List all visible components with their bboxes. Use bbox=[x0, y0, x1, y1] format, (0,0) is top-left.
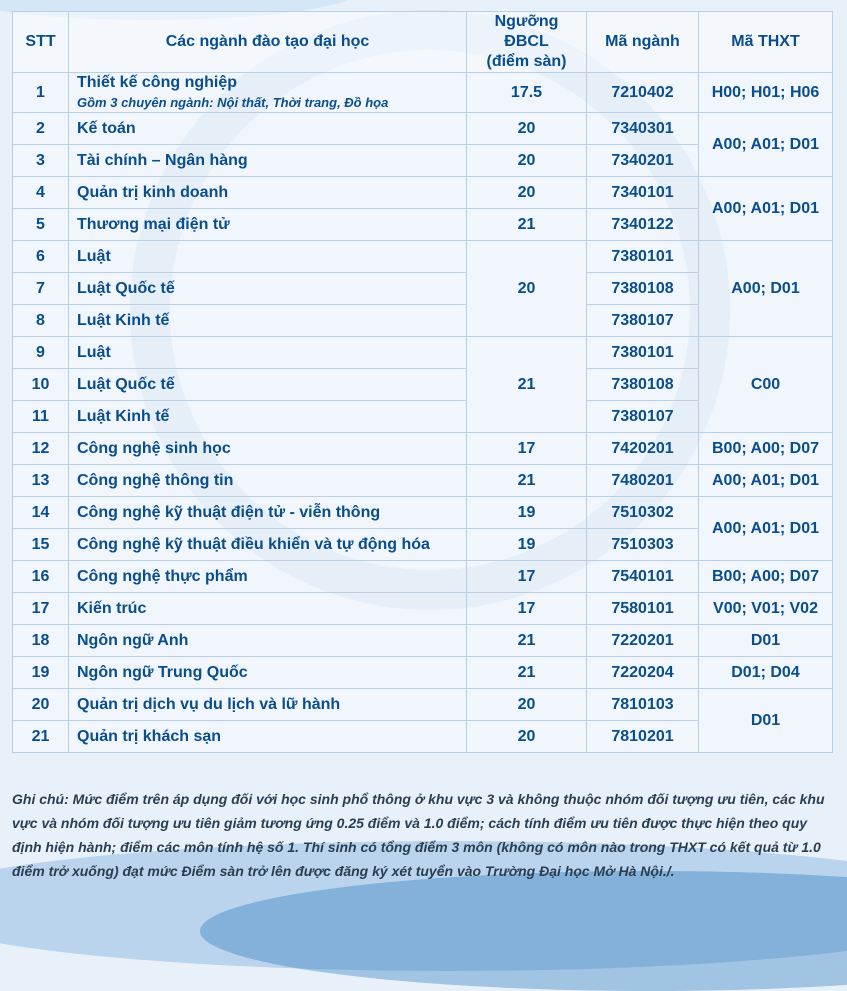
row-program-name: Luật bbox=[69, 337, 467, 369]
row-combo-code: H00; H01; H06 bbox=[699, 73, 833, 113]
row-combo-code: A00; A01; D01 bbox=[699, 177, 833, 241]
row-major-code: 7420201 bbox=[587, 433, 699, 465]
row-stt: 3 bbox=[13, 145, 69, 177]
row-combo-code: A00; A01; D01 bbox=[699, 113, 833, 177]
row-stt: 18 bbox=[13, 625, 69, 657]
table-row bbox=[13, 561, 833, 593]
row-major-code: 7380101 bbox=[587, 337, 699, 369]
row-threshold: 19 bbox=[467, 529, 587, 561]
row-stt: 20 bbox=[13, 689, 69, 721]
header-threshold-line2: (điểm sàn) bbox=[486, 53, 567, 70]
admission-threshold-table bbox=[12, 11, 833, 753]
table-row bbox=[13, 337, 833, 369]
row-threshold: 21 bbox=[467, 209, 587, 241]
row-program-name: Luật bbox=[69, 241, 467, 273]
row-program-name: Công nghệ kỹ thuật điều khiển và tự động hóa bbox=[69, 529, 467, 561]
row-major-code: 7340122 bbox=[587, 209, 699, 241]
row-program bbox=[69, 73, 467, 113]
row-major-code: 7810103 bbox=[587, 689, 699, 721]
row-stt: 15 bbox=[13, 529, 69, 561]
table-row bbox=[13, 241, 833, 273]
row-combo-code: V00; V01; V02 bbox=[699, 593, 833, 625]
row-threshold: 20 bbox=[467, 177, 587, 209]
row-threshold: 17 bbox=[467, 593, 587, 625]
row-combo-code: C00 bbox=[699, 337, 833, 433]
row-program-name: Ngôn ngữ Anh bbox=[69, 625, 467, 657]
row-program-subtitle: Gồm 3 chuyên ngành: Nội thất, Thời trang, Đồ họa bbox=[77, 95, 389, 110]
row-program-name: Công nghệ sinh học bbox=[69, 433, 467, 465]
row-program-name: Quản trị khách sạn bbox=[69, 721, 467, 753]
row-threshold: 21 bbox=[467, 337, 587, 433]
row-threshold: 17.5 bbox=[467, 73, 587, 113]
row-stt: 9 bbox=[13, 337, 69, 369]
header-threshold bbox=[467, 12, 587, 73]
row-program-name: Luật Quốc tế bbox=[69, 273, 467, 305]
row-major-code: 7380108 bbox=[587, 273, 699, 305]
header-major-code: Mã ngành bbox=[587, 12, 699, 73]
table-row bbox=[13, 689, 833, 721]
table-row bbox=[13, 465, 833, 497]
row-stt: 17 bbox=[13, 593, 69, 625]
row-threshold: 19 bbox=[467, 497, 587, 529]
row-threshold: 21 bbox=[467, 657, 587, 689]
row-major-code: 7340101 bbox=[587, 177, 699, 209]
table-row bbox=[13, 433, 833, 465]
row-stt: 14 bbox=[13, 497, 69, 529]
table-header-row bbox=[13, 12, 833, 73]
row-combo-code: D01; D04 bbox=[699, 657, 833, 689]
row-major-code: 7540101 bbox=[587, 561, 699, 593]
row-program-name: Luật Quốc tế bbox=[69, 369, 467, 401]
row-stt: 8 bbox=[13, 305, 69, 337]
footnote: Ghi chú: Mức điểm trên áp dụng đối với học sinh phổ thông ở khu vực 3 và không thuộc nhóm đối tượng ưu tiên, các khu vực và nhóm đối tượng ưu tiên giảm tương ứng 0.25 điểm và 1.0 điểm; cách tính điểm ưu tiên được thực hiện theo quy định hiện hành; điểm các môn tính hệ số 1. Thí sinh có tổng điểm 3 môn (không có môn nào trong THXT có kết quả từ 1.0 điểm trở xuống) đạt mức Điểm sàn trở lên được đăng ký xét tuyển vào Trường Đại học Mở Hà Nội./. bbox=[12, 791, 825, 879]
row-program-name: Quản trị kinh doanh bbox=[69, 177, 467, 209]
row-combo-code: A00; A01; D01 bbox=[699, 497, 833, 561]
row-combo-code: D01 bbox=[699, 625, 833, 657]
row-major-code: 7380107 bbox=[587, 401, 699, 433]
row-combo-code: B00; A00; D07 bbox=[699, 433, 833, 465]
row-major-code: 7210402 bbox=[587, 73, 699, 113]
row-stt: 11 bbox=[13, 401, 69, 433]
row-major-code: 7380108 bbox=[587, 369, 699, 401]
row-major-code: 7340301 bbox=[587, 113, 699, 145]
table-row bbox=[13, 113, 833, 145]
row-major-code: 7510303 bbox=[587, 529, 699, 561]
row-threshold: 21 bbox=[467, 465, 587, 497]
row-threshold: 20 bbox=[467, 689, 587, 721]
row-major-code: 7510302 bbox=[587, 497, 699, 529]
row-program-name: Luật Kinh tế bbox=[69, 401, 467, 433]
row-combo-code: A00; D01 bbox=[699, 241, 833, 337]
row-stt: 10 bbox=[13, 369, 69, 401]
row-threshold: 21 bbox=[467, 625, 587, 657]
row-program-name: Quản trị dịch vụ du lịch và lữ hành bbox=[69, 689, 467, 721]
row-program-name: Luật Kinh tế bbox=[69, 305, 467, 337]
row-combo-code: D01 bbox=[699, 689, 833, 753]
row-stt: 12 bbox=[13, 433, 69, 465]
row-major-code: 7380107 bbox=[587, 305, 699, 337]
row-stt: 1 bbox=[13, 73, 69, 113]
header-stt: STT bbox=[13, 12, 69, 73]
row-stt: 6 bbox=[13, 241, 69, 273]
table-row bbox=[13, 657, 833, 689]
row-program-name: Công nghệ thực phẩm bbox=[69, 561, 467, 593]
row-program-name: Kiến trúc bbox=[69, 593, 467, 625]
row-program-name: Ngôn ngữ Trung Quốc bbox=[69, 657, 467, 689]
table-row bbox=[13, 177, 833, 209]
row-major-code: 7580101 bbox=[587, 593, 699, 625]
table-row bbox=[13, 73, 833, 113]
row-major-code: 7220204 bbox=[587, 657, 699, 689]
row-major-code: 7380101 bbox=[587, 241, 699, 273]
row-major-code: 7340201 bbox=[587, 145, 699, 177]
row-stt: 13 bbox=[13, 465, 69, 497]
row-stt: 4 bbox=[13, 177, 69, 209]
row-stt: 5 bbox=[13, 209, 69, 241]
row-program-name: Tài chính – Ngân hàng bbox=[69, 145, 467, 177]
row-threshold: 20 bbox=[467, 721, 587, 753]
header-threshold-line1: Ngưỡng ĐBCL bbox=[494, 13, 559, 50]
row-combo-code: A00; A01; D01 bbox=[699, 465, 833, 497]
row-program-name: Thiết kế công nghiệp bbox=[77, 74, 238, 91]
row-major-code: 7810201 bbox=[587, 721, 699, 753]
row-major-code: 7220201 bbox=[587, 625, 699, 657]
table-row bbox=[13, 625, 833, 657]
row-stt: 19 bbox=[13, 657, 69, 689]
row-program-name: Kế toán bbox=[69, 113, 467, 145]
row-major-code: 7480201 bbox=[587, 465, 699, 497]
row-stt: 21 bbox=[13, 721, 69, 753]
row-stt: 16 bbox=[13, 561, 69, 593]
row-threshold: 17 bbox=[467, 561, 587, 593]
table-row bbox=[13, 593, 833, 625]
row-program-name: Công nghệ thông tin bbox=[69, 465, 467, 497]
row-program-name: Thương mại điện tử bbox=[69, 209, 467, 241]
row-stt: 2 bbox=[13, 113, 69, 145]
header-programs: Các ngành đào tạo đại học bbox=[69, 12, 467, 73]
table-row bbox=[13, 497, 833, 529]
row-threshold: 20 bbox=[467, 145, 587, 177]
row-stt: 7 bbox=[13, 273, 69, 305]
row-threshold: 20 bbox=[467, 113, 587, 145]
row-threshold: 20 bbox=[467, 241, 587, 337]
header-combo-code: Mã THXT bbox=[699, 12, 833, 73]
row-program-name: Công nghệ kỹ thuật điện tử - viễn thông bbox=[69, 497, 467, 529]
row-threshold: 17 bbox=[467, 433, 587, 465]
row-combo-code: B00; A00; D07 bbox=[699, 561, 833, 593]
